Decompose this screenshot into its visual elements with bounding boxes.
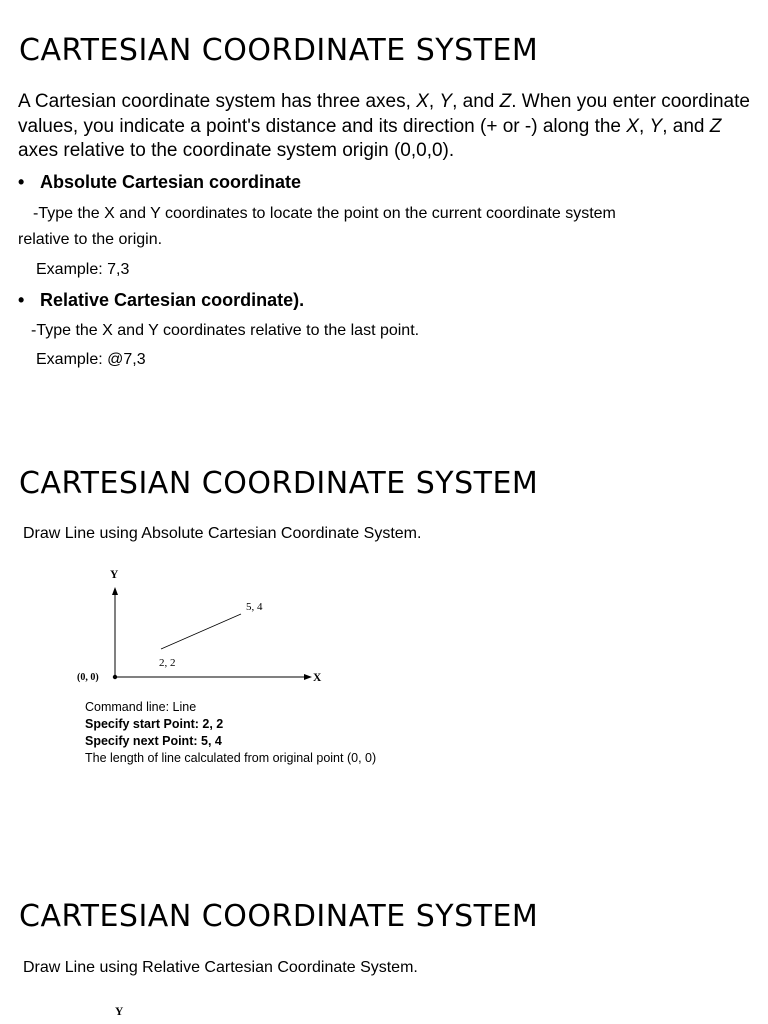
bullet-icon: • <box>18 172 25 192</box>
y-axis-label: Y <box>115 1006 124 1018</box>
y-axis-label: Y <box>110 569 119 581</box>
absolute-description-line1: -Type the X and Y coordinates to locate the point on the current coordinate system <box>33 205 616 222</box>
bullet-icon: • <box>18 290 25 310</box>
relative-description: -Type the X and Y coordinates relative to the last point. <box>31 322 420 339</box>
command-next-point: Specify next Point: 5, 4 <box>85 734 222 748</box>
relative-coordinate-diagram <box>60 995 360 1024</box>
absolute-draw-subtitle: Draw Line using Absolute Cartesian Coordinate System. <box>23 525 422 542</box>
command-line: Command line: Line <box>85 700 197 714</box>
absolute-coordinate-diagram <box>60 560 360 690</box>
relative-draw-subtitle: Draw Line using Relative Cartesian Coordinate System. <box>23 959 418 976</box>
drawn-line <box>161 614 241 649</box>
intro-paragraph: A Cartesian coordinate system has three axes, X, Y, and Z. When you enter coordinate values, you indicate a point's distance and its direction (+ or -) along the X, Y, and Z axes relative to the coordinate system origin (0,0,0). <box>18 91 750 161</box>
page-title: CARTESIAN COORDINATE SYSTEM <box>19 33 539 68</box>
origin-point <box>113 675 117 679</box>
end-point-label: 5, 4 <box>246 601 263 613</box>
absolute-heading: • Absolute Cartesian coordinate <box>18 172 302 192</box>
command-start-point: Specify start Point: 2, 2 <box>85 717 224 731</box>
x-axis-arrow-icon <box>304 674 312 680</box>
absolute-description-line2: relative to the origin. <box>18 231 163 248</box>
relative-heading: • Relative Cartesian coordinate). <box>18 290 305 310</box>
x-axis-label: X <box>313 672 322 684</box>
absolute-example: Example: 7,3 <box>36 261 130 278</box>
y-axis-arrow-icon <box>112 587 118 595</box>
relative-example: Example: @7,3 <box>36 351 146 368</box>
section-title-absolute: CARTESIAN COORDINATE SYSTEM <box>19 466 539 501</box>
section-title-relative: CARTESIAN COORDINATE SYSTEM <box>19 899 539 934</box>
origin-label: (0, 0) <box>77 672 99 683</box>
command-note: The length of line calculated from original point (0, 0) <box>85 751 377 765</box>
start-point-label: 2, 2 <box>159 657 176 669</box>
